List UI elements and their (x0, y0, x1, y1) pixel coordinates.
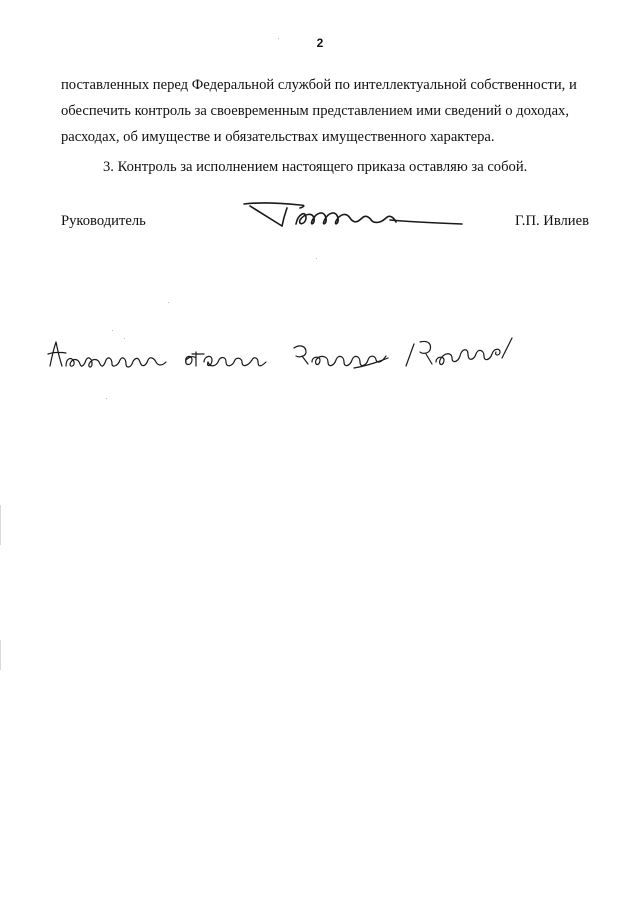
page-number: 2 (316, 36, 324, 50)
scan-speck (278, 38, 279, 39)
scan-speck (124, 338, 125, 339)
handwritten-note (44, 322, 524, 382)
scan-speck (106, 398, 107, 399)
body-text (61, 72, 597, 180)
signatory-name: Г.П. Ивлиев (515, 213, 589, 229)
scan-speck (168, 302, 169, 303)
paragraph-line-3: расходах, об имуществе и обязательствах имущественного характера. (61, 129, 495, 145)
signature-mark (240, 196, 470, 241)
scan-speck (112, 330, 113, 331)
paragraph-line-1: поставленных перед Федеральной службой по интеллектуальной собственности, и (61, 77, 577, 93)
scan-edge-mark (0, 505, 1, 545)
paragraph-line-2: обеспечить контроль за своевременным представлением ими сведений о доходах, (61, 103, 569, 119)
scan-speck (316, 258, 317, 259)
scan-edge-mark (0, 640, 1, 670)
paragraph-control-clause: 3. Контроль за исполнением настоящего приказа оставляю за собой. (103, 159, 528, 175)
signatory-role: Руководитель (61, 213, 146, 229)
